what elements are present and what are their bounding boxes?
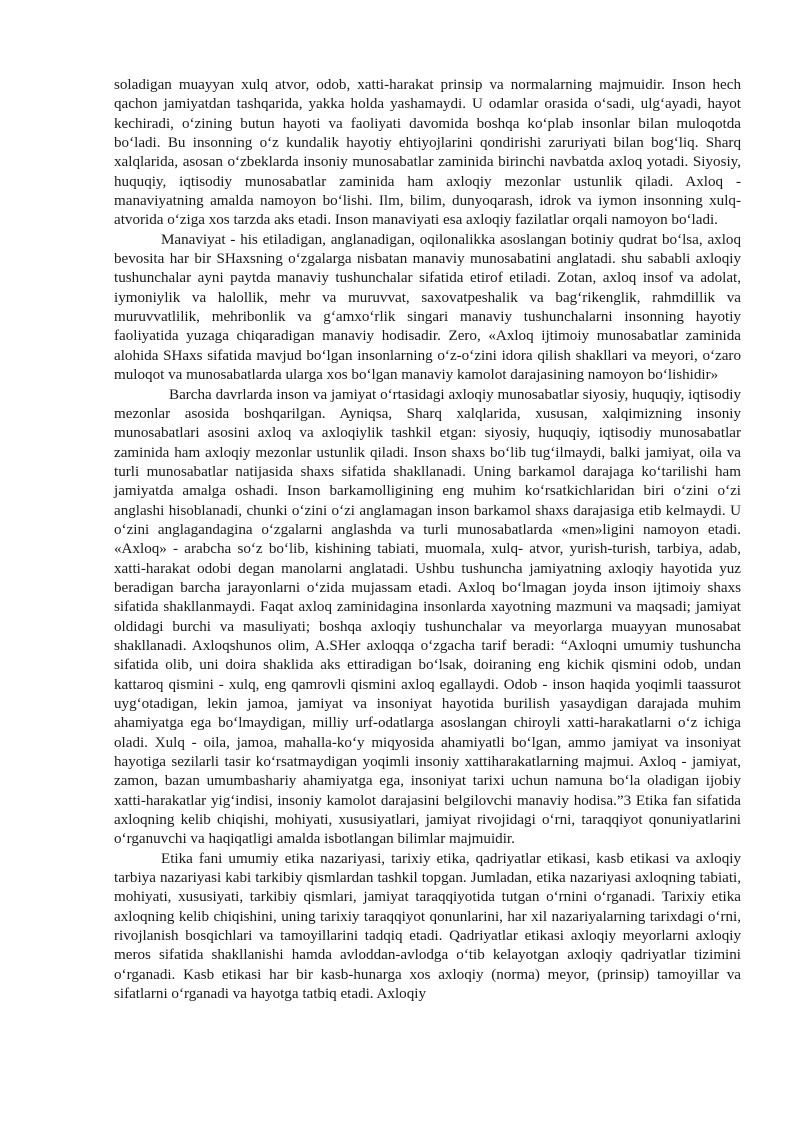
paragraph-manaviyat: Manaviyat - his etiladigan, anglanadigan, oqilonalikka asoslangan botiniy qudrat boʻlsa, axloq bevosita har bir SHaxsning oʻzgalarga nisbatan manaviy munosabatini anglatadi. shu sababli axloqiy tushunchalar ayni paytda manaviy tushunchalar sifatida etirof etiladi. Zotan, axloq insof va adolat, iymoniylik va halollik, mehr va muruvvat, saxovatpeshalik va bagʻrikenglik, rahmdillik va muruvvatlilik, mehribonlik va gʻamxoʻrlik singari manaviy tushunchalarni insonning hayotiy faoliyatida yuzaga chiqaradigan manaviy hodisadir. Zero, «Axloq ijtimoiy munosabatlar zaminida alohida SHaxs sifatida mavjud boʻlgan insonlarning oʻz-oʻzini idora qilish shakllari va meyori, oʻzaro muloqot va munosabatlarda ularga xos boʻlgan manaviy kamolot darajasining namoyon boʻlishidir» bbox=[114, 231, 741, 384]
paragraph-continuation: soladigan muayyan xulq atvor, odob, xatti-harakat prinsip va normalarning majmuidir. Inson hech qachon jamiyatdan tashqarida, yakka holda yashamaydi. U odamlar orasida oʻsadi, ulgʻayadi, hayot kechiradi, oʻzining butun hayoti va faoliyati davomida boshqa koʻplab insonlar bilan muloqotda boʻladi. Bu insonning oʻz kundalik hayotiy ehtiyojlarini qondirishi zaruriyati bilan bogʻliq. Sharq xalqlarida, asosan oʻzbeklarda insoniy munosabatlar zaminida birinchi navbatda axloq yotadi. Siyosiy, huquqiy, iqtisodiy munosabatlar zaminida ham axloqiy mezonlar ustunlik qiladi. Axloq - manaviyatning amalda namoyon boʻlishi. Ilm, bilim, dunyoqarash, idrok va iymon insonning xulq-atvorida oʻziga xos tarzda aks etadi. Inson manaviyati esa axloqiy fazilatlar orqali namoyon boʻladi. bbox=[114, 77, 741, 229]
paragraph-barcha-davrlarda: Barcha davrlarda inson va jamiyat oʻrtasidagi axloqiy munosabatlar siyosiy, huquqiy, iqtisodiy mezonlar asosida boshqarilgan. Ayniqsa, Sharq xalqlarida, xususan, xalqimizning insoniy munosabatlari asosini axloq va axloqiylik tashkil etgan: siyosiy, huquqiy, iqtisodiy munosabatlar zaminida ham axloqiy mezonlar ustunlik qiladi. Inson shaxs boʻlib tugʻilmaydi, balki jamiyat, oila va turli munosabatlar natijasida shaxs sifatida shakllanadi. Uning barkamol darajaga koʻtarilishi ham jamiyatda amalga oshadi. Inson barkamolligining eng muhim koʻrsatkichlaridan biri oʻzini oʻzi anglashi hisoblanadi, chunki oʻzini oʻzi anglamagan inson barkamol shaxs darajasiga etib kelmaydi. U oʻzini anglagandagina oʻzgalarni anglashda va turli munosabatlarda «men»ligini namoyon etadi. «Axloq» - arabcha soʻz boʻlib, kishining tabiati, muomala, xulq- atvor, yurish-turish, tarbiya, adab, xatti-harakat odobi degan manolarni anglatadi. Ushbu tushuncha jamiyatning axloqiy hayotida yuz beradigan barcha jarayonlarni oʻzida mujassam etadi. Axloq boʻlmagan joyda inson ijtimoiy shaxs sifatida shakllanmaydi. Faqat axloq zaminidagina insonlarda xayotning mazmuni va maqsadi; jamiyat oldidagi burchi va masuliyati; boshqa axloqiy tushunchalar va meyorlarga muayyan munosabat shakllanadi. Axloqshunos olim, A.SHer axloqqa oʻzgacha tarif beradi: “Axloqni umumiy tushuncha sifatida olib, uni doira shaklida aks ettiradigan boʻlsak, doiraning eng kichik qismini odob, undan kattaroq qismini - xulq, eng qamrovli qismini axloq egallaydi. Odob - inson haqida yoqimli taassurot uygʻotadigan, lekin jamoa, jamiyat va insoniyat hayotida burilish yasaydigan darajada muhim ahamiyatga ega boʻlmaydigan, milliy urf-odatlarga asoslangan chiroyli xatti-harakatlarni oʻz ichiga oladi. Xulq - oila, jamoa, mahalla-koʻy miqyosida ahamiyatli boʻlgan, ammo jamiyat va insoniyat hayotiga sezilarli tasir koʻrsatmaydigan yoqimli insoniy xattiharakatlarning majmui. Axloq - jamiyat, zamon, bazan umumbashariy ahamiyatga ega, insoniyat tarixi uchun namuna boʻla oladigan ijobiy xatti-harakatlar yigʻindisi, insoniy kamolot darajasini belgilovchi manaviy hodisa.”3 Etika fan sifatida axloqning kelib chiqishi, mohiyati, xususiyatlari, jamiyat rivojidagi oʻrni, taraqqiyot qonuniyatlarini oʻrganuvchi va haqiqatligi amalda isbotlangan bilimlar majmuidir. bbox=[114, 386, 741, 848]
paragraph-etika-fani: Etika fani umumiy etika nazariyasi, tarixiy etika, qadriyatlar etikasi, kasb etikasi va axloqiy tarbiya nazariyasi kabi tarkibiy qismlardan tashkil topgan. Jumladan, etika nazariyasi axloqning tabiati, mohiyati, xususiyati, tarkibiy qismlari, jamiyat taraqqiyotida tutgan oʻrnini oʻrganadi. Tarixiy etika axloqning kelib chiqishini, uning tarixiy taraqqiyot qonunlarini, har xil nazariyalarning tarixdagi oʻrni, rivojlanish bosqichlari va tamoyillarini tadqiq etadi. Qadriyatlar etikasi axloqiy meyorlarni axloqiy meros sifatida shakllanishi hamda avloddan-avlodga oʻtib kelayotgan axloqiy qadriyatlar tizimini oʻrganadi. Kasb etikasi har bir kasb-hunarga xos axloqiy (norma) meyor, (prinsip) tamoyillar va sifatlarni oʻrganadi va hayotga tatbiq etadi. Axloqiy bbox=[114, 850, 741, 1003]
document-page bbox=[114, 76, 741, 1005]
